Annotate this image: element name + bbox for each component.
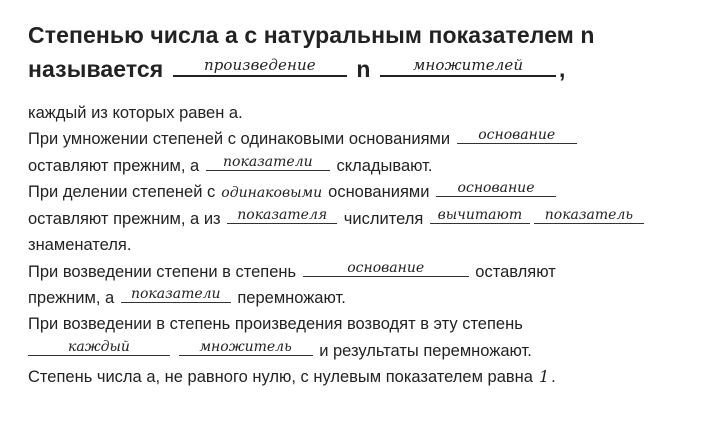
answer-blank-exponents-1[interactable] (206, 154, 330, 171)
answer-base-1: основание (478, 127, 556, 144)
answer-blank-base-3[interactable] (303, 260, 469, 277)
answer-exponents-1: показатели (223, 153, 313, 170)
answer-blank-each[interactable] (28, 339, 170, 356)
text-keep-from: оставляют прежним, а из (28, 210, 221, 229)
rules-line-5 (28, 206, 696, 232)
text-divide-rule: При делении степеней с (28, 182, 216, 201)
answer-blank-base-1[interactable] (457, 127, 577, 144)
text-numerator: числителя (343, 210, 424, 229)
rules-text (28, 100, 696, 390)
rules-line-1 (28, 100, 696, 126)
text-results-multiply: и результаты перемножают. (319, 341, 532, 360)
answer-same: одинаковыми (221, 184, 323, 201)
answer-exponents-2: показатели (130, 286, 221, 303)
rules-line-9 (28, 311, 696, 337)
answer-one: 1 (538, 366, 550, 386)
answer-each: каждый (68, 338, 130, 355)
text-zero-exponent: Степень числа a, не равного нулю, с нулевым показателем равна (28, 367, 533, 386)
rules-line-3 (28, 153, 696, 179)
answer-base-2: основание (457, 179, 535, 196)
text-unchanged-and: прежним, а (28, 289, 115, 308)
rules-line-6 (28, 232, 696, 258)
heading-text-2: называется (28, 56, 164, 82)
rules-line-7 (28, 259, 696, 285)
text-denominator: знаменателя. (28, 236, 132, 255)
rules-line-10 (28, 338, 696, 364)
heading-text-n: n (356, 56, 371, 82)
answer-blank-exponent-numerator[interactable] (227, 207, 337, 224)
text-product-power-rule: При возведении в степень произведения возводят в эту степень (28, 315, 523, 334)
answer-blank-factors[interactable] (380, 53, 556, 77)
answer-product: произведение (203, 56, 316, 74)
answer-blank-subtract[interactable] (430, 207, 530, 224)
text-power-of-power: При возведении степени в степень (28, 262, 297, 281)
rules-line-11 (28, 364, 696, 390)
text-keep-and: оставляют прежним, а (28, 156, 200, 175)
text-multiply-rule: При умножении степеней с одинаковыми основаниями (28, 130, 451, 149)
rules-line-8 (28, 285, 696, 311)
heading-line-2 (28, 52, 696, 86)
text-bases: основаниями (328, 182, 430, 201)
answer-blank-exponents-2[interactable] (121, 286, 231, 303)
definition-heading (28, 18, 696, 86)
answer-subtract: вычитают (437, 207, 523, 224)
heading-text-1: Степенью числа a с натуральным показателем n (28, 22, 595, 48)
heading-line-1 (28, 18, 696, 52)
heading-comma: , (558, 56, 566, 82)
rules-line-2 (28, 126, 696, 152)
text-keep: оставляют (475, 262, 556, 281)
text-multiply: перемножают. (237, 289, 346, 308)
answer-exponent-numerator: показателя (237, 207, 328, 224)
answer-factor: множитель (199, 338, 292, 355)
answer-blank-factor[interactable] (179, 339, 313, 356)
answer-base-3: основание (347, 259, 425, 276)
answer-blank-base-2[interactable] (436, 180, 556, 197)
answer-blank-exponent-denominator[interactable] (534, 207, 644, 224)
text-add: складывают. (336, 156, 433, 175)
answer-factors: множителей (412, 56, 524, 74)
answer-exponent-denominator: показатель (544, 207, 633, 224)
answer-blank-product[interactable] (173, 53, 347, 77)
rules-line-4 (28, 179, 696, 206)
text-each-equals-a: каждый из которых равен a. (28, 104, 243, 122)
text-period: . (551, 367, 556, 386)
